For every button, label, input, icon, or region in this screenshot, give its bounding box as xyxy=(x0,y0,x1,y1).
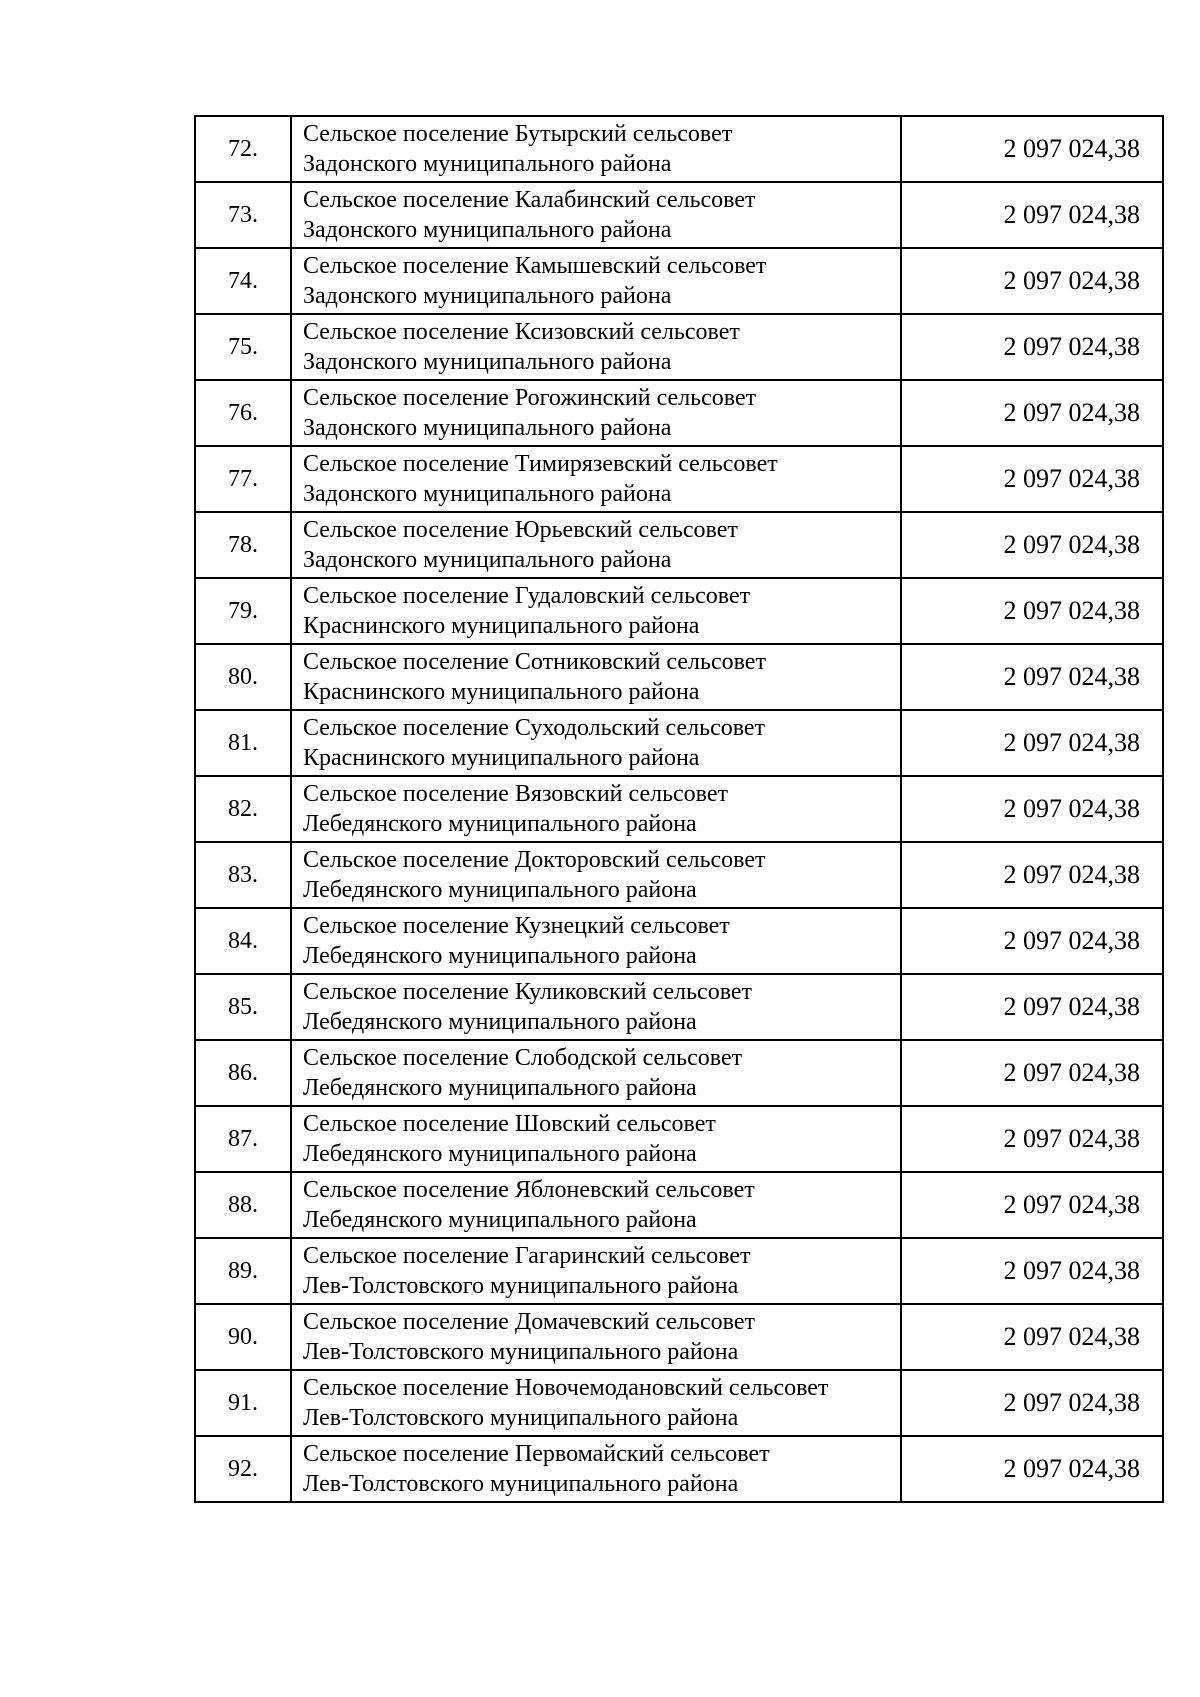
amount: 2 097 024,38 xyxy=(901,1040,1163,1106)
amount: 2 097 024,38 xyxy=(901,644,1163,710)
amount: 2 097 024,38 xyxy=(901,1436,1163,1502)
settlement-name xyxy=(291,710,901,776)
settlement-name-line2: Задонского муниципального района xyxy=(303,415,672,441)
row-number: 91. xyxy=(195,1370,291,1436)
settlement-name-line1: Сельское поселение Рогожинский сельсовет xyxy=(303,385,757,411)
settlement-name-line1: Сельское поселение Юрьевский сельсовет xyxy=(303,517,738,543)
amount: 2 097 024,38 xyxy=(901,1238,1163,1304)
settlement-name xyxy=(291,446,901,512)
row-number: 83. xyxy=(195,842,291,908)
settlement-name-line2: Лебедянского муниципального района xyxy=(303,1141,697,1167)
settlement-name-line2: Задонского муниципального района xyxy=(303,151,672,177)
settlement-name-line1: Сельское поселение Камышевский сельсовет xyxy=(303,253,767,279)
table-row xyxy=(195,182,1163,248)
amount: 2 097 024,38 xyxy=(901,1172,1163,1238)
table-row xyxy=(195,446,1163,512)
settlement-name-line1: Сельское поселение Суходольский сельсовет xyxy=(303,715,766,741)
settlement-name-line2: Задонского муниципального района xyxy=(303,283,672,309)
settlement-name xyxy=(291,908,901,974)
table-row xyxy=(195,1238,1163,1304)
table-row xyxy=(195,248,1163,314)
amount: 2 097 024,38 xyxy=(901,182,1163,248)
settlement-name-line1: Сельское поселение Кузнецкий сельсовет xyxy=(303,913,730,939)
amount: 2 097 024,38 xyxy=(901,842,1163,908)
table-row xyxy=(195,776,1163,842)
settlement-name-line2: Лебедянского муниципального района xyxy=(303,1009,697,1035)
settlement-name-line1: Сельское поселение Куликовский сельсовет xyxy=(303,979,753,1005)
settlement-name-line2: Лев-Толстовского муниципального района xyxy=(303,1471,739,1497)
settlement-name-line2: Лебедянского муниципального района xyxy=(303,943,697,969)
amount: 2 097 024,38 xyxy=(901,974,1163,1040)
table-row xyxy=(195,1304,1163,1370)
settlement-name-line2: Лебедянского муниципального района xyxy=(303,877,697,903)
settlement-name-line1: Сельское поселение Гудаловский сельсовет xyxy=(303,583,751,609)
amount: 2 097 024,38 xyxy=(901,776,1163,842)
table-row xyxy=(195,1106,1163,1172)
settlement-name-line1: Сельское поселение Сотниковский сельсовет xyxy=(303,649,766,675)
settlement-name-line2: Краснинского муниципального района xyxy=(303,613,700,639)
table-row xyxy=(195,1370,1163,1436)
row-number: 75. xyxy=(195,314,291,380)
settlement-name-line1: Сельское поселение Калабинский сельсовет xyxy=(303,187,756,213)
amount: 2 097 024,38 xyxy=(901,1370,1163,1436)
settlement-name-line2: Лебедянского муниципального района xyxy=(303,811,697,837)
settlement-name-line2: Лев-Толстовского муниципального района xyxy=(303,1339,739,1365)
settlement-name xyxy=(291,1106,901,1172)
amount: 2 097 024,38 xyxy=(901,116,1163,182)
settlement-name xyxy=(291,644,901,710)
settlement-name-line2: Лев-Толстовского муниципального района xyxy=(303,1405,739,1431)
row-number: 82. xyxy=(195,776,291,842)
settlement-name xyxy=(291,116,901,182)
settlement-name-line2: Задонского муниципального района xyxy=(303,547,672,573)
table-row xyxy=(195,1436,1163,1502)
amount: 2 097 024,38 xyxy=(901,1106,1163,1172)
settlement-name-line2: Задонского муниципального района xyxy=(303,217,672,243)
table-row xyxy=(195,116,1163,182)
row-number: 72. xyxy=(195,116,291,182)
table-row xyxy=(195,908,1163,974)
settlement-name-line2: Лебедянского муниципального района xyxy=(303,1075,697,1101)
table-row xyxy=(195,974,1163,1040)
settlement-name-line2: Краснинского муниципального района xyxy=(303,745,700,771)
settlement-name xyxy=(291,314,901,380)
settlement-name xyxy=(291,1436,901,1502)
amount: 2 097 024,38 xyxy=(901,908,1163,974)
settlement-name xyxy=(291,974,901,1040)
amount: 2 097 024,38 xyxy=(901,380,1163,446)
settlement-name-line1: Сельское поселение Тимирязевский сельсовет xyxy=(303,451,778,477)
settlement-name-line2: Задонского муниципального района xyxy=(303,481,672,507)
settlement-name-line1: Сельское поселение Вязовский сельсовет xyxy=(303,781,729,807)
row-number: 76. xyxy=(195,380,291,446)
settlement-name xyxy=(291,1172,901,1238)
amount: 2 097 024,38 xyxy=(901,578,1163,644)
settlement-name-line2: Краснинского муниципального района xyxy=(303,679,700,705)
settlement-name-line1: Сельское поселение Ксизовский сельсовет xyxy=(303,319,740,345)
row-number: 78. xyxy=(195,512,291,578)
settlement-name xyxy=(291,182,901,248)
settlement-name xyxy=(291,1238,901,1304)
settlement-name-line1: Сельское поселение Яблоневский сельсовет xyxy=(303,1177,755,1203)
settlement-name-line2: Лев-Толстовского муниципального района xyxy=(303,1273,739,1299)
settlement-name-line1: Сельское поселение Шовский сельсовет xyxy=(303,1111,716,1137)
table-row xyxy=(195,644,1163,710)
amount: 2 097 024,38 xyxy=(901,248,1163,314)
settlement-name-line2: Задонского муниципального района xyxy=(303,349,672,375)
row-number: 85. xyxy=(195,974,291,1040)
row-number: 74. xyxy=(195,248,291,314)
settlement-name xyxy=(291,1304,901,1370)
row-number: 81. xyxy=(195,710,291,776)
table-row xyxy=(195,578,1163,644)
row-number: 80. xyxy=(195,644,291,710)
table-row xyxy=(195,710,1163,776)
settlement-name-line1: Сельское поселение Бутырский сельсовет xyxy=(303,121,733,147)
row-number: 79. xyxy=(195,578,291,644)
settlement-name-line1: Сельское поселение Докторовский сельсовет xyxy=(303,847,766,873)
table-body xyxy=(195,116,1163,1502)
settlement-name xyxy=(291,512,901,578)
table-row xyxy=(195,1172,1163,1238)
settlement-name xyxy=(291,380,901,446)
amount: 2 097 024,38 xyxy=(901,314,1163,380)
settlement-name-line1: Сельское поселение Новочемодановский сельсовет xyxy=(303,1375,829,1401)
table-row xyxy=(195,512,1163,578)
settlement-name xyxy=(291,842,901,908)
row-number: 87. xyxy=(195,1106,291,1172)
row-number: 92. xyxy=(195,1436,291,1502)
row-number: 84. xyxy=(195,908,291,974)
amount: 2 097 024,38 xyxy=(901,446,1163,512)
settlement-name xyxy=(291,1370,901,1436)
settlement-name xyxy=(291,776,901,842)
amount: 2 097 024,38 xyxy=(901,710,1163,776)
amount: 2 097 024,38 xyxy=(901,512,1163,578)
settlement-name-line1: Сельское поселение Слободской сельсовет xyxy=(303,1045,743,1071)
row-number: 90. xyxy=(195,1304,291,1370)
row-number: 88. xyxy=(195,1172,291,1238)
settlement-name xyxy=(291,578,901,644)
settlement-name-line2: Лебедянского муниципального района xyxy=(303,1207,697,1233)
row-number: 89. xyxy=(195,1238,291,1304)
settlement-name-line1: Сельское поселение Гагаринский сельсовет xyxy=(303,1243,751,1269)
row-number: 73. xyxy=(195,182,291,248)
row-number: 86. xyxy=(195,1040,291,1106)
row-number: 77. xyxy=(195,446,291,512)
table-row xyxy=(195,314,1163,380)
settlement-name xyxy=(291,248,901,314)
settlement-name xyxy=(291,1040,901,1106)
settlements-table xyxy=(194,115,1164,1503)
table-row xyxy=(195,380,1163,446)
amount: 2 097 024,38 xyxy=(901,1304,1163,1370)
settlement-name-line1: Сельское поселение Домачевский сельсовет xyxy=(303,1309,755,1335)
table-row xyxy=(195,842,1163,908)
table-row xyxy=(195,1040,1163,1106)
settlement-name-line1: Сельское поселение Первомайский сельсовет xyxy=(303,1441,770,1467)
